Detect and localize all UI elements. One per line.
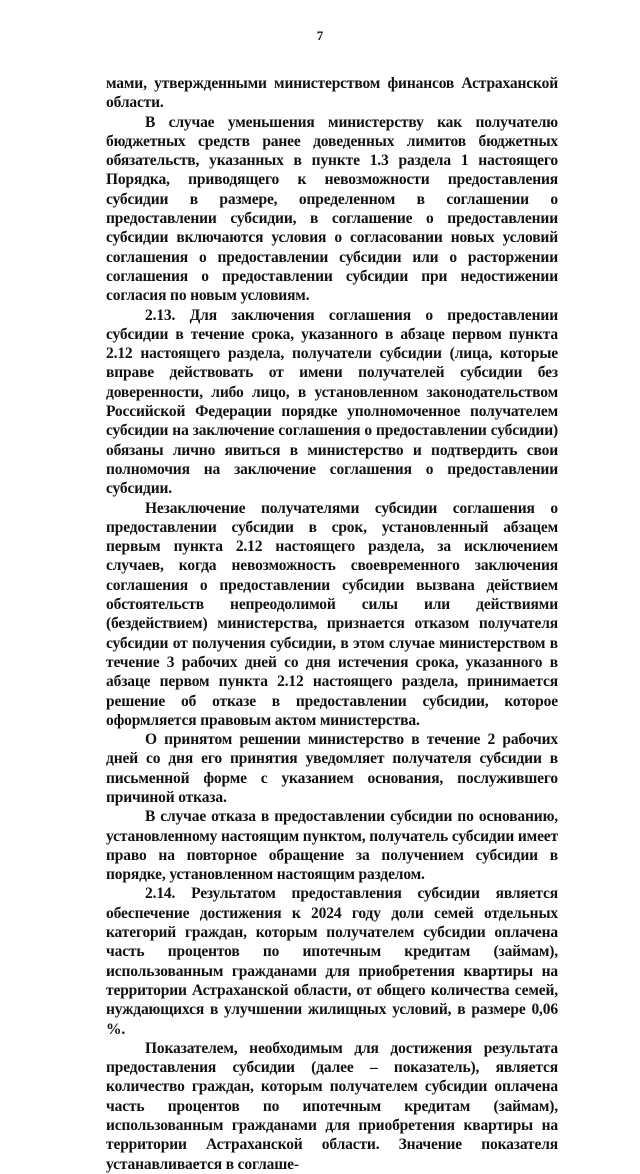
page-number: 7 xyxy=(316,28,324,43)
paragraph-limits-reduction: В случае уменьшения министерству как получателю бюджетных средств ранее доведенных лимитов бюджетных обязательств, указанных в пункте 1.3 раздела 1 настоящего Порядка, приводящего к невозможности предоставления субсидии в размере, определенном в соглашении о предоставлении субсидии, в соглашение о предоставлении субсидии включаются условия о согласовании новых условий соглашения о предоставлении субсидии или о расторжении соглашения о предоставлении субсидии при недостижении согласия по новым условиям. xyxy=(106,113,558,305)
paragraph-non-conclusion: Незаключение получателями субсидии соглашения о предоставлении субсидии в срок, установленный абзацем первым пункта 2.12 настоящего раздела, за исключением случаев, когда невозможность своевременного заключения соглашения о предоставлении субсидии вызвана действием обстоятельств непреодолимой силы или действиями (бездействием) министерства, признается отказом получателя субсидии от получения субсидии, в этом случае министерством в течение 3 рабочих дней со дня истечения срока, указанного в абзаце первом пункта 2.12 настоящего раздела, принимается решение об отказе в предоставлении субсидии, которое оформляется правовым актом министерства. xyxy=(106,499,558,729)
paragraph-notification: О принятом решении министерство в течение 2 рабочих дней со дня его принятия уведомляет получателя субсидии в письменной форме с указанием основания, послужившего причиной отказа. xyxy=(106,731,558,806)
paragraph-2-13: 2.13. Для заключения соглашения о предоставлении субсидии в течение срока, указанного в абзаце первом пункта 2.12 настоящего раздела, получатели субсидии (лица, которые вправе действовать от имени получателей субсидии без доверенности, либо лицо, в установленном законодательством Российской Федерации порядке уполномоченное получателем субсидии на заключение соглашения о предоставлении субсидии) обязаны лично явиться в министерство и подтвердить свои полномочия на заключение соглашения о предоставлении субсидии. xyxy=(106,306,558,498)
paragraph-refusal-reapply: В случае отказа в предоставлении субсидии по основанию, установленному настоящим пунктом, получатель субсидии имеет право на повторное обращение за получением субсидии в порядке, установленном настоящим разделом. xyxy=(106,808,558,884)
paragraph-continuation: мами, утвержденными министерством финансов Астраханской области. xyxy=(106,75,558,112)
paragraph-indicator: Показателем, необходимым для достижения результата предоставления субсидии (далее – показатель), является количество граждан, которым получателем субсидии оплачена часть процентов по ипотечным кредитам (займам), использованным гражданами для приобретения квартиры на территории Астраханской области. Значение показателя устанавливается в соглаше- xyxy=(106,1039,558,1173)
document-body xyxy=(106,74,558,1174)
paragraph-2-14: 2.14. Результатом предоставления субсидии является обеспечение достижения к 2024 году доли семей отдельных категорий граждан, которым получателем субсидии оплачена часть процентов по ипотечным кредитам (займам), использованным гражданами для приобретения квартиры на территории Астраханской области, от общего количества семей, нуждающихся в улучшении жилищных условий, в размере 0,06 %. xyxy=(106,885,558,1038)
